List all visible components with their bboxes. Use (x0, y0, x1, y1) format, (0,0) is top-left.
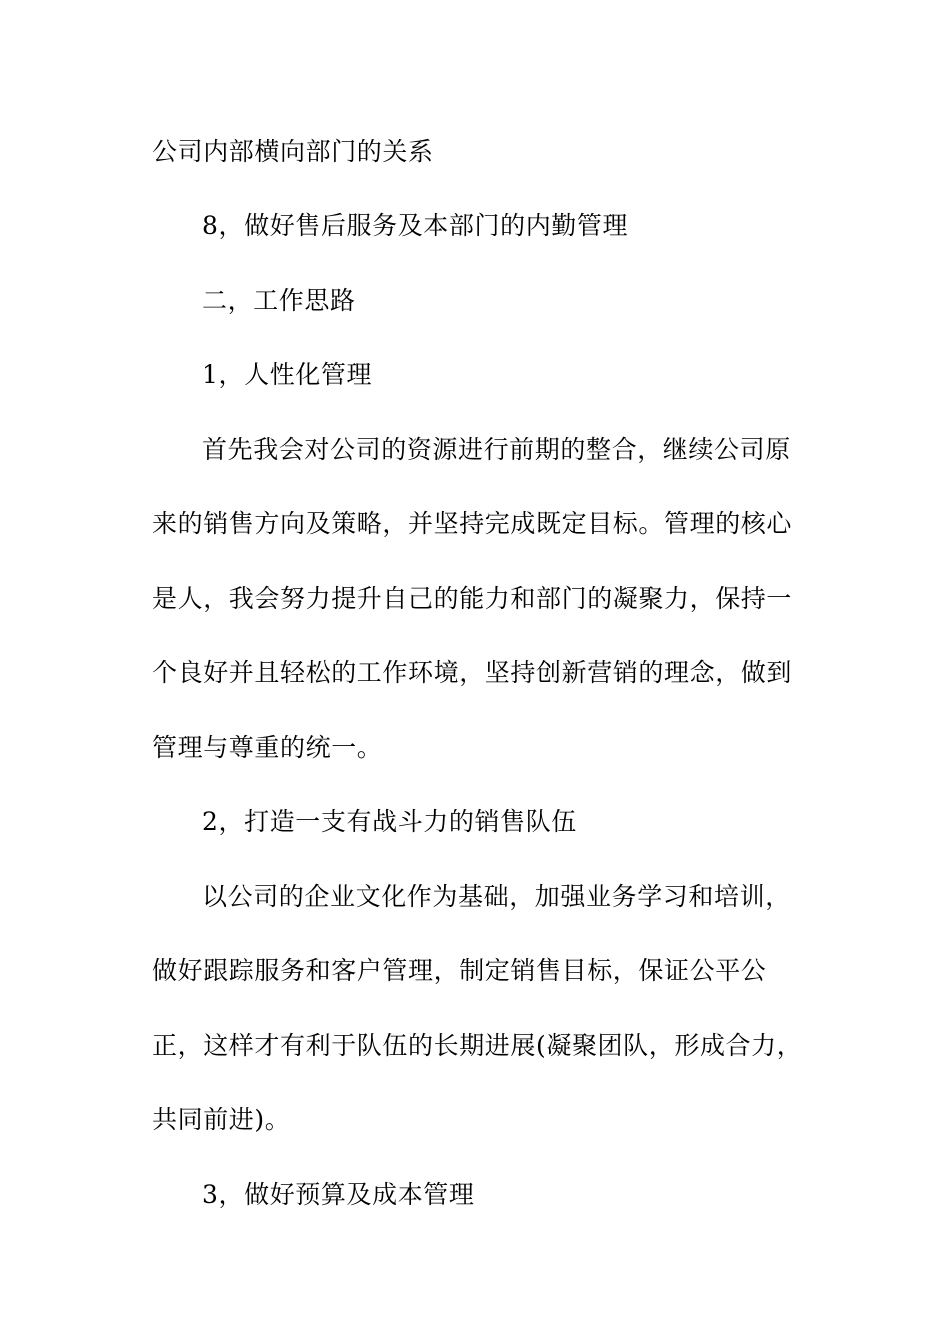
paragraph-line: 首先我会对公司的资源进行前期的整合，继续公司原 (202, 435, 791, 464)
paragraph-line: 正，这样才有利于队伍的长期进展(凝聚团队，形成合力， (152, 1031, 803, 1060)
text-line: 公司内部横向部门的关系 (152, 137, 434, 166)
paragraph-line: 做好跟踪服务和客户管理，制定销售目标，保证公平公 (152, 956, 767, 985)
subsection-heading: 3，做好预算及成本管理 (202, 1180, 475, 1209)
paragraph-line: 个良好并且轻松的工作环境，坚持创新营销的理念，做到 (152, 658, 793, 687)
paragraph-line: 共同前进)。 (152, 1105, 291, 1134)
subsection-heading: 2，打造一支有战斗力的销售队伍 (202, 807, 577, 836)
section-heading: 二，工作思路 (202, 286, 356, 315)
list-item-heading: 8，做好售后服务及本部门的内勤管理 (202, 211, 629, 240)
paragraph-line: 来的销售方向及策略，并坚持完成既定目标。管理的核心 (152, 509, 793, 538)
paragraph-line: 是人，我会努力提升自己的能力和部门的凝聚力，保持一 (152, 584, 793, 613)
paragraph-line: 管理与尊重的统一。 (152, 733, 383, 762)
paragraph-line: 以公司的企业文化作为基础，加强业务学习和培训， (202, 882, 791, 911)
subsection-heading: 1，人性化管理 (202, 360, 373, 389)
